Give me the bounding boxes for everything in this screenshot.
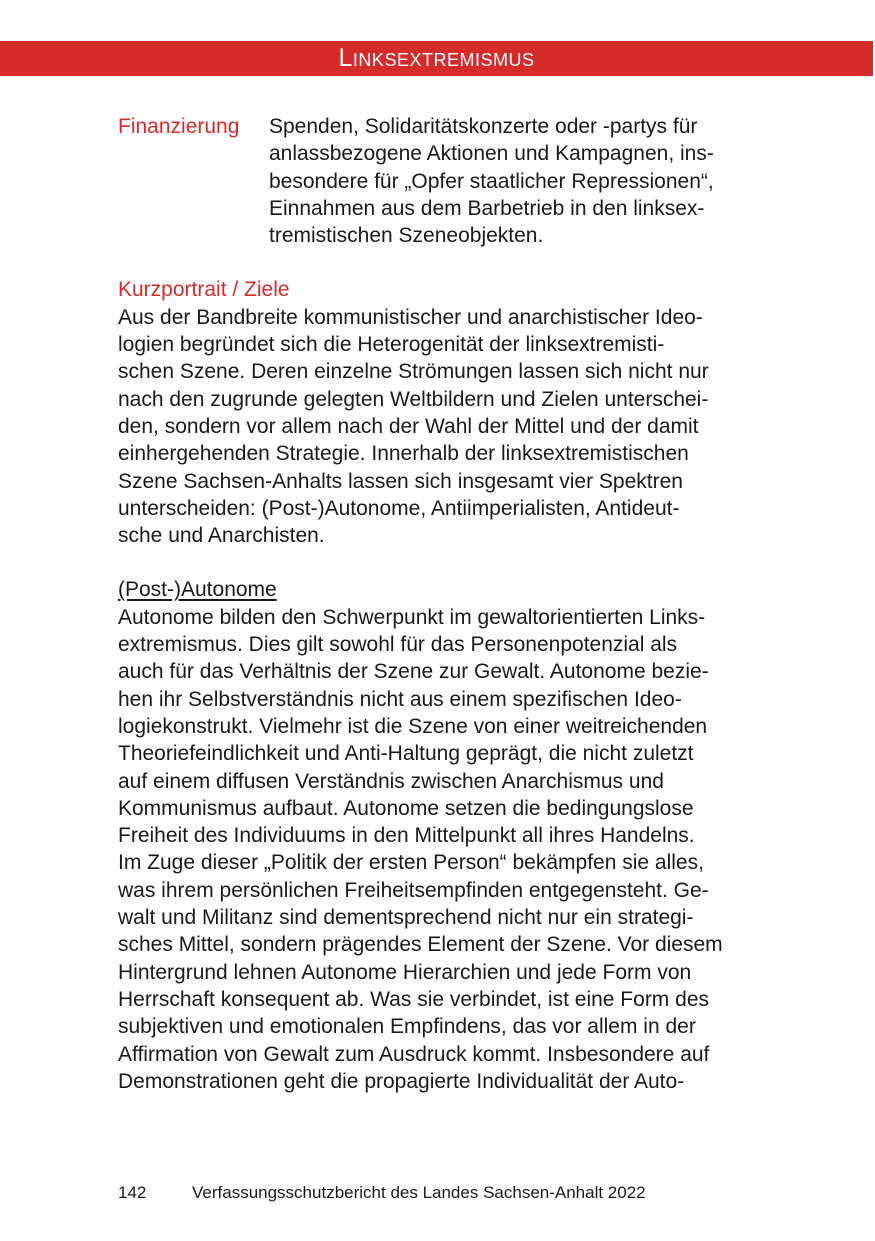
text-line: schen Szene. Deren einzelne Strömungen lassen sich nicht nur [118, 360, 709, 384]
portrait-heading: Kurzportrait / Ziele [118, 278, 290, 302]
text-line: walt und Militanz sind dementsprechend nicht nur ein strategi- [118, 906, 694, 930]
text-line: Hintergrund lehnen Autonome Hierarchien und jede Form von [118, 960, 692, 984]
text-line: Theoriefeindlichkeit und Anti-Haltung geprägt, die nicht zuletzt [118, 742, 694, 766]
text-line: auf einem diffusen Verständnis zwischen Anarchismus und [118, 769, 664, 793]
text-line: sches Mittel, sondern prägendes Element der Szene. Vor diesem [118, 933, 723, 957]
text-line: unterscheiden: (Post-)Autonome, Antiimperialisten, Antideut- [118, 496, 680, 520]
financing-row [118, 113, 768, 249]
autonome-paragraph [118, 604, 768, 1095]
text-line: tremistischen Szeneobjekten. [269, 224, 544, 248]
text-line: Szene Sachsen-Anhalts lassen sich insgesamt vier Spektren [118, 469, 683, 493]
autonome-heading-text: (Post-)Autonome [118, 578, 277, 602]
text-line: Einnahmen aus dem Barbetrieb in den linksex- [269, 196, 705, 220]
text-line: Autonome bilden den Schwerpunkt im gewaltorientierten Links- [118, 605, 706, 629]
text-line: Spenden, Solidaritätskonzerte oder -partys für [269, 115, 698, 138]
text-line: nach den zugrunde gelegten Weltbildern und Zielen unterschei- [118, 387, 709, 411]
text-line: Im Zuge dieser „Politik der ersten Person“ bekämpfen sie alles, [118, 851, 704, 875]
text-line: anlassbezogene Aktionen und Kampagnen, ins- [269, 142, 714, 166]
text-line: extremismus. Dies gilt sowohl für das Personenpotenzial als [118, 633, 678, 657]
text-line: Aus der Bandbreite kommunistischer und anarchistischer Ideo- [118, 305, 703, 329]
page-footer [118, 1182, 646, 1204]
autonome-heading [118, 576, 768, 603]
publication-title: Verfassungsschutzbericht des Landes Sachsen-Anhalt 2022 [192, 1183, 646, 1202]
text-line: Kommunismus aufbaut. Autonome setzen die bedingungslose [118, 796, 694, 820]
text-line: subjektiven und emotionalen Empfindens, das vor allem in der [118, 1015, 696, 1039]
portrait-paragraph [118, 304, 768, 550]
text-line: hen ihr Selbstverständnis nicht aus einem spezifischen Ideo- [118, 687, 682, 711]
text-line: Demonstrationen geht die propagierte Individualität der Auto- [118, 1069, 685, 1093]
text-line: logien begründet sich die Heterogenität der linksextremisti- [118, 333, 665, 357]
chapter-header-bar [0, 41, 873, 76]
chapter-title: Linksextremismus [338, 44, 535, 72]
financing-label: Finanzierung [118, 115, 240, 138]
text-line: sche und Anarchisten. [118, 524, 325, 548]
page-number: 142 [118, 1183, 147, 1202]
text-line: den, sondern vor allem nach der Wahl der Mittel und der damit [118, 414, 699, 438]
text-line: auch für das Verhältnis der Szene zur Gewalt. Autonome bezie- [118, 660, 709, 684]
page-content [118, 113, 768, 1095]
text-line: Freiheit des Individuums in den Mittelpunkt all ihres Handelns. [118, 824, 695, 848]
text-line: Affirmation von Gewalt zum Ausdruck kommt. Insbesondere auf [118, 1042, 710, 1066]
financing-text [269, 113, 768, 249]
text-line: besondere für „Opfer staatlicher Repressionen“, [269, 169, 714, 193]
text-line: Herrschaft konsequent ab. Was sie verbindet, ist eine Form des [118, 987, 709, 1011]
text-line: einhergehenden Strategie. Innerhalb der linksextremistischen [118, 442, 689, 466]
text-line: logiekonstrukt. Vielmehr ist die Szene von einer weitreichenden [118, 714, 708, 738]
text-line: was ihrem persönlichen Freiheitsempfinden entgegensteht. Ge- [118, 878, 709, 902]
